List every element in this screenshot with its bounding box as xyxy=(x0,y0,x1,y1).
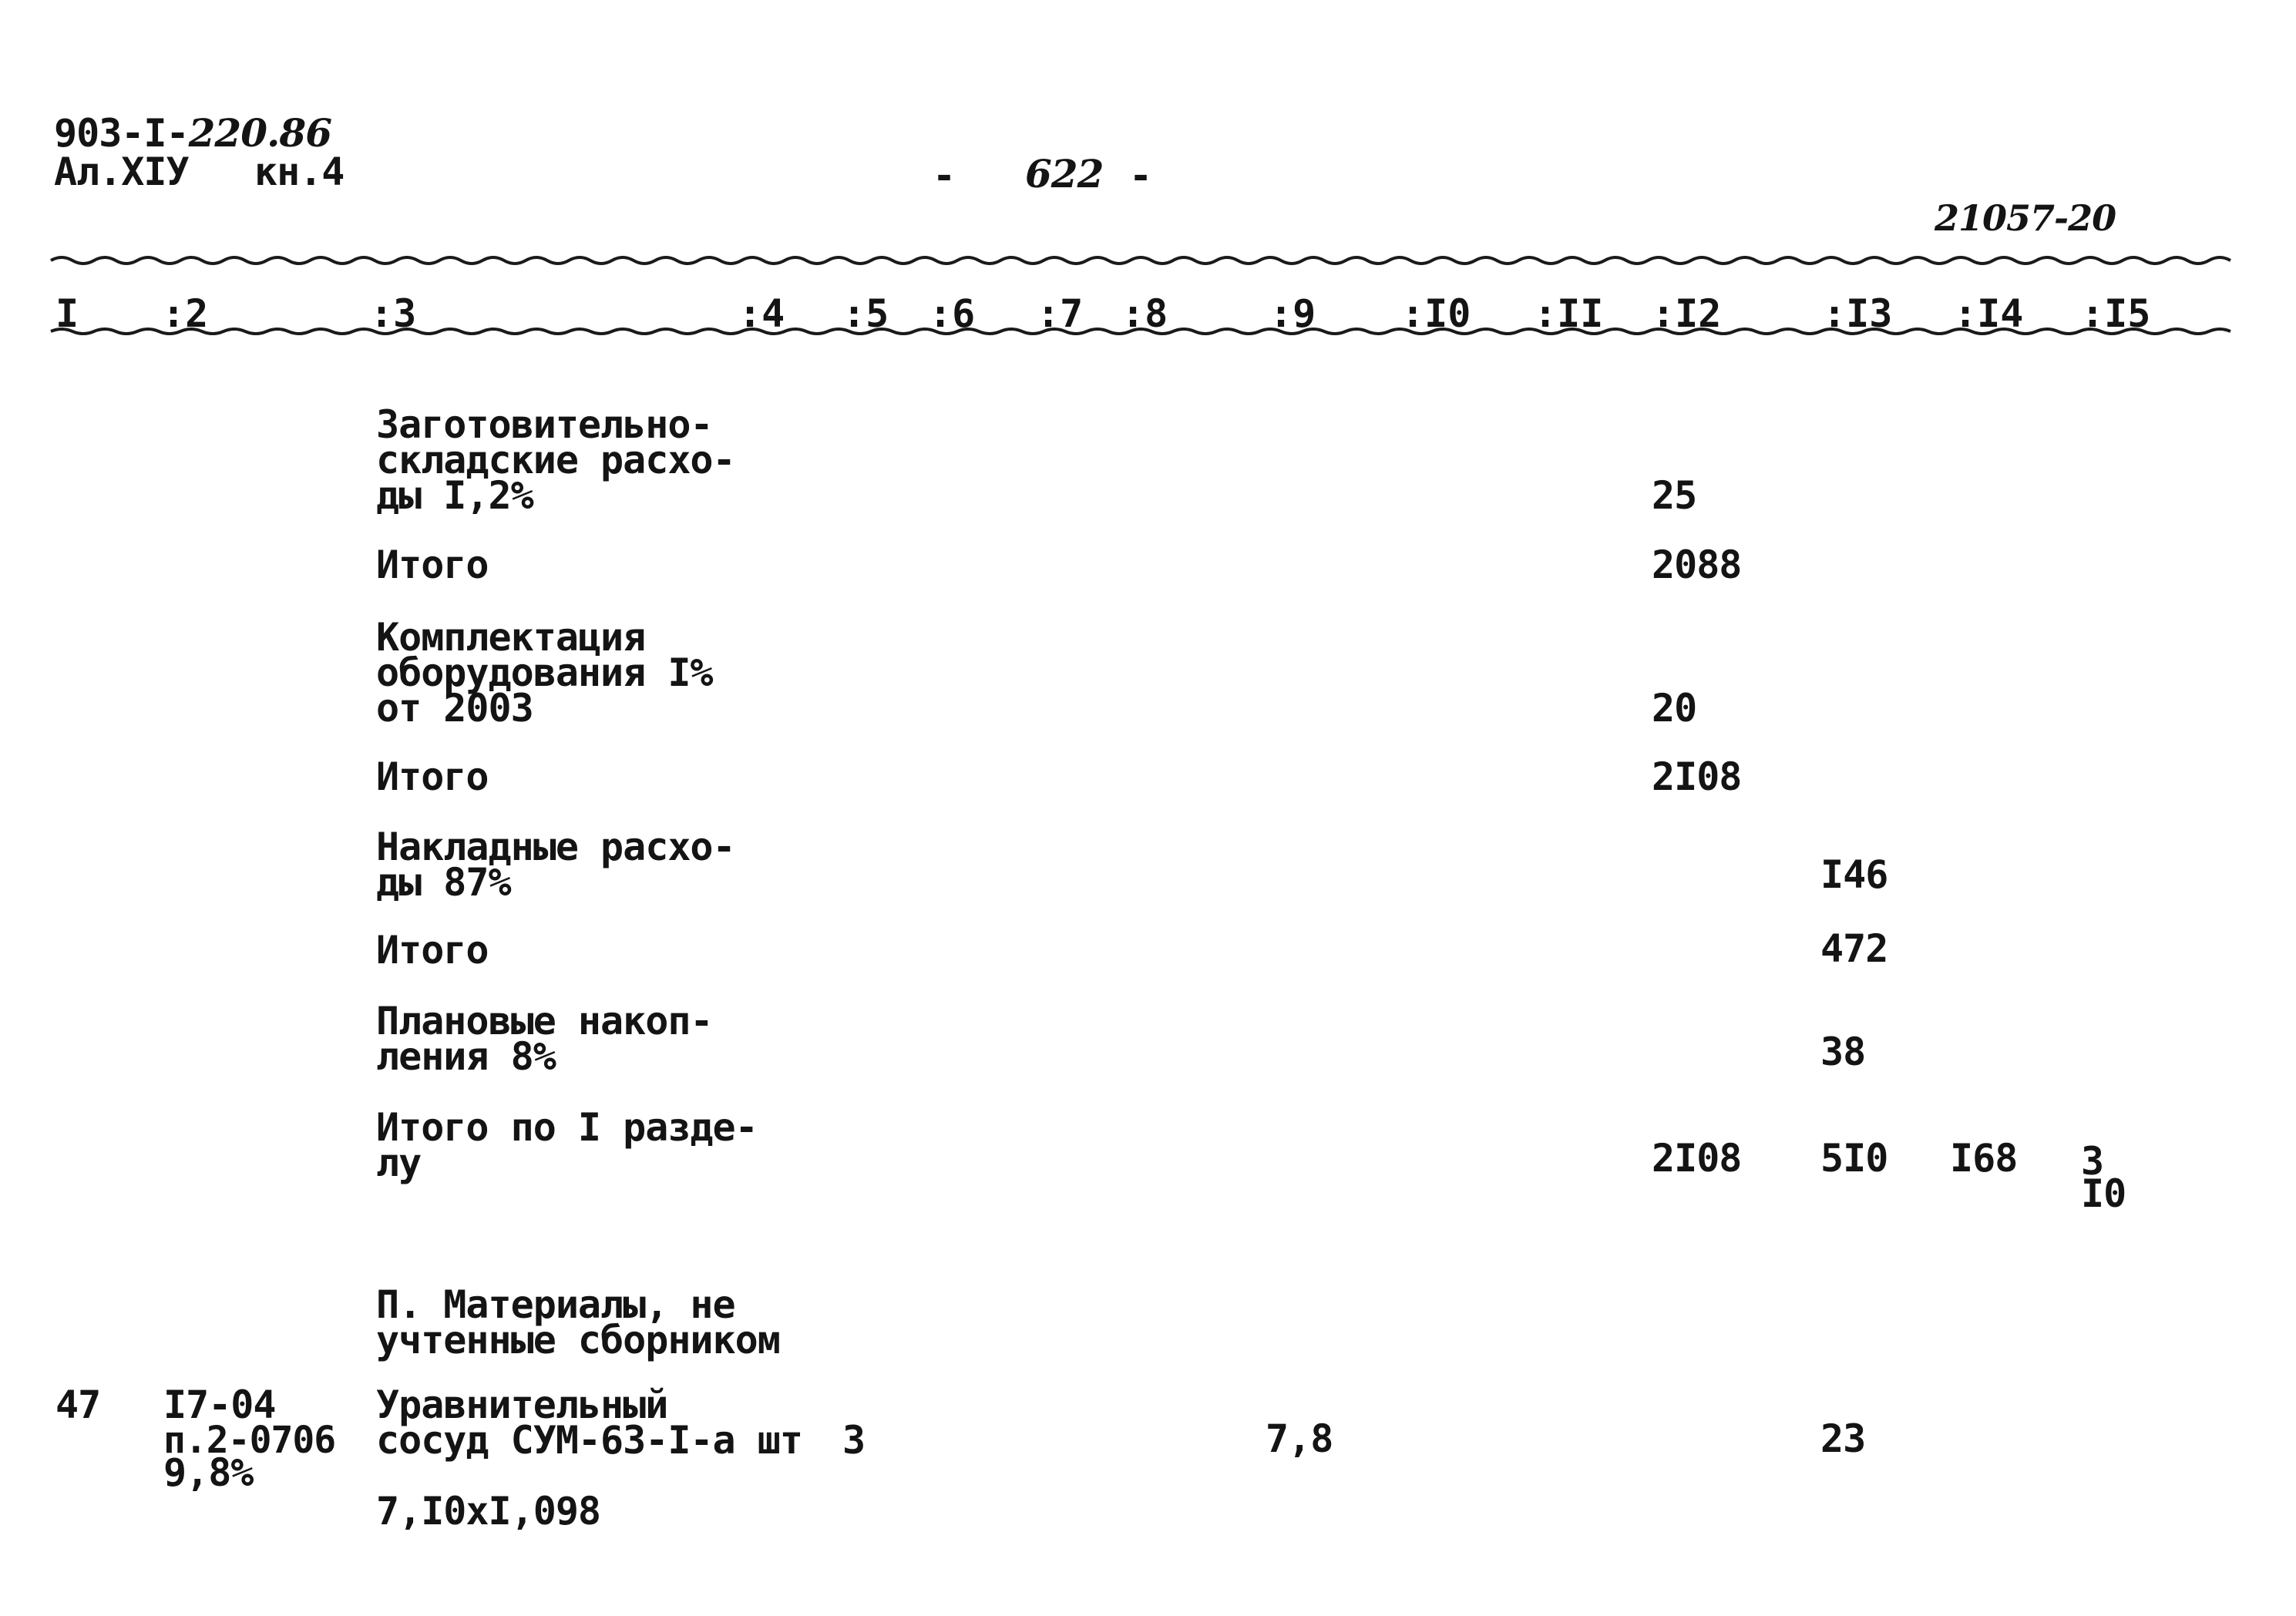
item47-calc: 7,I0xI,098 xyxy=(376,1489,601,1534)
row-itogo-razdel-col15-bottom: I0 xyxy=(2081,1171,2126,1216)
col-header-1: I xyxy=(55,291,79,336)
row-komplekt-line2: оборудования I% xyxy=(376,650,713,695)
col-header-8: :8 xyxy=(1121,291,1168,336)
item47-col13: 23 xyxy=(1820,1416,1866,1461)
row-zagot-line1: Заготовительно- xyxy=(376,402,713,447)
col-header-6: :6 xyxy=(929,291,976,336)
item47-name-line2: сосуд СУМ-63-I-а шт xyxy=(376,1418,802,1463)
page-dash-left: - xyxy=(933,153,956,198)
row-zagot-col12: 25 xyxy=(1652,473,1697,518)
row-naklad-col13: I46 xyxy=(1820,852,1888,897)
row-itogo1-label: Итого xyxy=(376,543,489,587)
row-itogo-razdel-line2: лу xyxy=(376,1141,422,1185)
row-planov-line2: ления 8% xyxy=(376,1034,556,1079)
item47-col9: 7,8 xyxy=(1266,1416,1333,1461)
row-itogo3-label: Итого xyxy=(376,928,489,973)
page-dash-right: - xyxy=(1129,153,1152,198)
col-header-11: :II xyxy=(1534,291,1604,336)
row-itogo-razdel-col14: I68 xyxy=(1950,1136,2018,1181)
col-header-9: :9 xyxy=(1269,291,1316,336)
row-itogo-razdel-col13: 5I0 xyxy=(1820,1136,1888,1181)
doc-code-handwritten: 220.86 xyxy=(188,110,331,156)
row-itogo-razdel-line1: Итого по I разде- xyxy=(376,1105,758,1150)
col-header-4: :4 xyxy=(738,291,785,336)
row-itogo2-col12: 2I08 xyxy=(1652,754,1742,799)
row-komplekt-line1: Комплектация xyxy=(376,615,646,660)
doc-code xyxy=(54,110,331,156)
item47-code-line2: п.2-0706 xyxy=(163,1419,336,1462)
row-planov-col13: 38 xyxy=(1820,1030,1866,1074)
section2-heading-line1: П. Материалы, не xyxy=(376,1282,735,1327)
book-label: кн.4 xyxy=(254,150,345,194)
row-naklad-line2: ды 87% xyxy=(376,860,511,905)
item47-name-line1: Уравнительный xyxy=(376,1383,668,1427)
row-itogo2-label: Итого xyxy=(376,754,489,799)
col-header-2: :2 xyxy=(162,291,209,336)
album-label: Ал.XIУ xyxy=(54,150,189,194)
row-zagot-line3: ды I,2% xyxy=(376,473,533,518)
col-header-12: :I2 xyxy=(1652,291,1722,336)
row-itogo3-col13: 472 xyxy=(1820,926,1888,971)
row-komplekt-col12: 20 xyxy=(1652,686,1697,731)
item47-col4: 3 xyxy=(842,1418,866,1463)
header-underline-wavy-rule xyxy=(0,325,2296,341)
row-itogo-razdel-col12: 2I08 xyxy=(1652,1136,1742,1181)
col-header-7: :7 xyxy=(1037,291,1084,336)
doc-code-prefix: 903-I- xyxy=(54,111,189,156)
item47-code-line3: 9,8% xyxy=(163,1450,254,1495)
col-header-10: :I0 xyxy=(1401,291,1471,336)
sheet-code: 21057-20 xyxy=(1935,197,2116,239)
row-itogo1-col12: 2088 xyxy=(1652,543,1742,587)
section2-heading-line2: учтенные сборником xyxy=(376,1318,780,1362)
row-planov-line1: Плановые накоп- xyxy=(376,999,713,1043)
row-komplekt-line3: от 2003 xyxy=(376,686,533,731)
col-header-15: :I5 xyxy=(2081,291,2151,336)
page-number: 622 xyxy=(1025,151,1104,197)
col-header-13: :I3 xyxy=(1823,291,1893,336)
item47-number: 47 xyxy=(55,1383,101,1427)
row-zagot-line2: складские расхо- xyxy=(376,438,735,482)
row-itogo-razdel-col15-top: 3 xyxy=(2081,1139,2104,1184)
col-header-14: :I4 xyxy=(1954,291,2024,336)
top-wavy-rule xyxy=(0,253,2296,268)
item47-code-line1: I7-04 xyxy=(163,1383,276,1427)
col-header-5: :5 xyxy=(842,291,889,336)
col-header-3: :3 xyxy=(370,291,417,336)
row-naklad-line1: Накладные расхо- xyxy=(376,825,735,869)
